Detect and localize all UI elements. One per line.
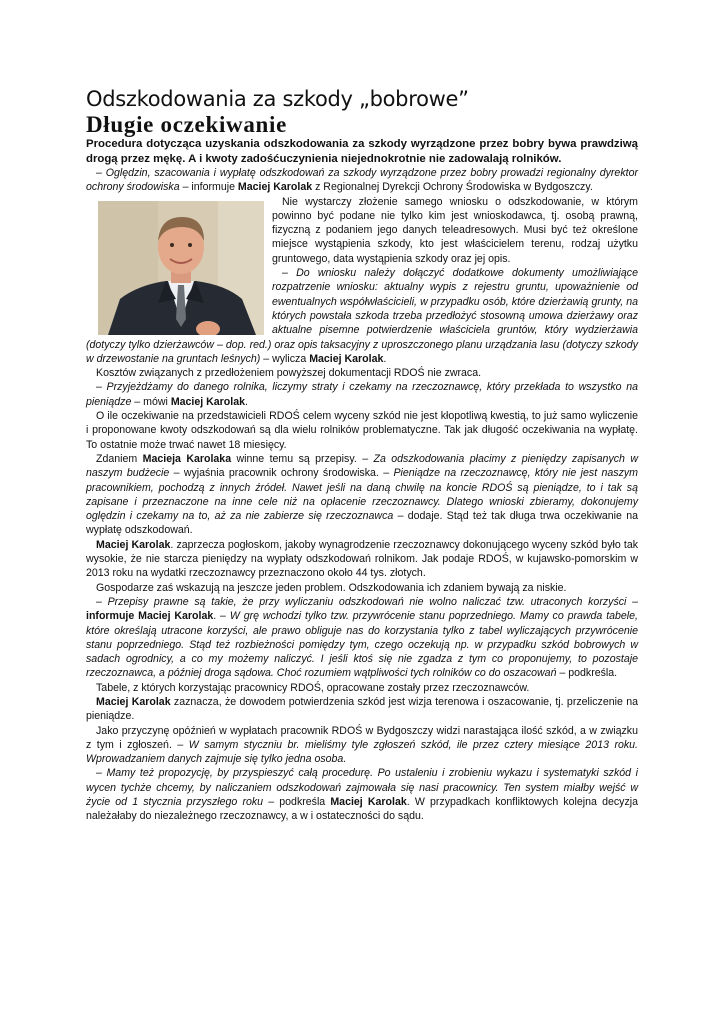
paragraph-8: Maciej Karolak. zaprzecza pogłoskom, jakoby wynagrodzenie rzeczoznawcy dokonującego wyceny szkód było tak wysokie, że nie starcza pieniędzy na wypłaty odszkodowań rolnikom. Jak podaje RDOŚ, w kujawsko-pomorskim w 2013 roku na wydatki rzeczoznawcy przeznaczono około 44 tys. złotych. bbox=[86, 538, 639, 580]
paragraph-2: Nie wystarczy złożenie samego wniosku o odszkodowanie, w którym powinno być podane nie tylko kim jest wnioskodawca, tj. osobą prawną, fizyczną z podaniem jego danych teleadresowych. Musi być też określone miejsce wystąpienia szkody, kto jest właścicielem terenu, rodzaj użytku gruntowego, data wystąpienia szkody oraz jej opis. bbox=[86, 195, 638, 266]
paragraph-10: – Przepisy prawne są takie, że przy wyliczaniu odszkodowań nie wolno naliczać tzw. utraconych korzyści – informuje Maciej Karolak. – W grę wchodzi tylko tzw. przywrócenie stanu poprzedniego. Mamy co prawda tabele, które określają utracone korzyści, ale prawo obliguje nas do korzystania tylko z tabel wyliczających przywrócenie stanu poprzedniego. Stąd też rozbieżności pomiędzy tym, czego oczekują np. w przypadku szkód bobrowych w sadach ogrodnicy, a co my możemy naliczyć. I jeśli ktoś się nie zgadza z tym co proponujemy, to pozostaje rzeczoznawca, a później droga sądowa. Choć rozumiem wątpliwości tych rolników co do oszacowań – podkreśla. bbox=[86, 595, 638, 680]
paragraph-7: Zdaniem Macieja Karolaka winne temu są przepisy. – Za odszkodowania płacimy z pieniędzy zapisanych w naszym budżecie – wyjaśnia pracownik ochrony środowiska. – Pieniądze na rzeczoznawcę, który nie jest naszym pracownikiem, pochodzą z innych źródeł. Nawet jeśli na daną chwilę na koncie RDOŚ są pieniądze, to i tak są zapisane i przeznaczone na inne cele niż na opłacenie rzeczoznawcy. Dlatego wnioski zbieramy, dokonujemy oględzin i czekamy na to, aż za nie zabierze się rzeczoznawca – dodaje. Stąd też tak długa trwa oczekiwanie na wypłatę odszkodowań. bbox=[86, 452, 639, 537]
paragraph-9: Gospodarze zaś wskazują na jeszcze jeden problem. Odszkodowania ich zdaniem bywają za niskie. bbox=[96, 581, 567, 594]
article-headline: Długie oczekiwanie bbox=[86, 112, 288, 137]
portrait-illustration bbox=[98, 201, 264, 335]
article-lead: Procedura dotycząca uzyskania odszkodowania za szkody wyrządzone przez bobry bywa prawdziwą drogą przez mękę. A i kwoty zadośćuczynienia niejednokrotnie nie zadowalają rolników. bbox=[86, 138, 638, 165]
paragraph-5: – Przyjeżdżamy do danego rolnika, liczymy straty i czekamy na rzeczoznawcę, który przekłada to wszystko na pieniądze – mówi Maciej Karolak. bbox=[86, 381, 638, 408]
portrait-photo bbox=[98, 201, 264, 335]
paragraph-1: – Oględzin, szacowania i wypłatę odszkodowań za szkody wyrządzone przez bobry prowadzi regionalny dyrektor ochrony środowiska – informuje Maciej Karolak z Regionalnej Dyrekcji Ochrony Środowiska w Bydgoszczy. bbox=[86, 167, 638, 194]
paragraph-3: – Do wniosku należy dołączyć dodatkowe dokumenty umożliwiające rozpatrzenie wniosku: aktualny wypis z rejestru gruntu, upoważnienie od ewentualnych współwłaścicieli, w przypadku osób, które dzierżawią grunty, na których powstała szkoda trzeba przedłożyć stosowną umowa dzierżawy oraz aktualne pisemne potwierdzenie właściciela gruntów, który wydzierżawia (dotyczy tylko dzierżawców – dop. red.) oraz opis taksacyjny z uproszczonego planu urządzania lasu (dotyczy szkody w drzewostanie na gruntach leśnych) – wylicza Maciej Karolak. bbox=[86, 267, 638, 365]
article bbox=[86, 86, 638, 824]
paragraph-14: – Mamy też propozycję, by przyspieszyć całą procedurę. Po ustaleniu i zrobieniu wykazu i systematyki szkód i wycen tychże chcemy, by naliczaniem odszkodowań zajmowała się nasi pracownicy. Ten system miałby wejść w życie od 1 stycznia przyszłego roku – podkreśla Maciej Karolak. W przypadkach konfliktowych kolejna decyzja należałaby do niezależnego rzeczoznawcy, a w i ostateczności do sądu. bbox=[86, 767, 639, 823]
paragraph-4: Kosztów związanych z przedłożeniem powyższej dokumentacji RDOŚ nie zwraca. bbox=[96, 367, 482, 380]
paragraph-12: Maciej Karolak zaznacza, że dowodem potwierdzenia szkód jest wizja terenowa i oszacowanie, tj. przeliczenie na pieniądze. bbox=[86, 695, 638, 723]
paragraph-6: O ile oczekiwanie na przedstawicieli RDOŚ celem wyceny szkód nie jest kłopotliwą kwestią, to już samo wyliczenie i proponowane kwoty odszkodowań są dla wielu rolników problematyczne. Tak jak długość oczekiwania na wypłatę. To ostatnie może trwać nawet 18 miesięcy. bbox=[86, 410, 638, 451]
article-kicker: Odszkodowania za szkody „bobrowe” bbox=[86, 87, 469, 111]
paragraph-11: Tabele, z których korzystając pracownicy RDOŚ, opracowane zostały przez rzeczoznawców. bbox=[96, 681, 530, 694]
paragraph-13: Jako przyczynę opóźnień w wypłatach pracownik RDOŚ w Bydgoszczy widzi narastająca ilość szkód, a w związku z tym i zgłoszeń. – W samym styczniu br. mieliśmy tyle zgłoszeń szkód, ile przez cztery miesiące 2013 roku. Wprowadzaniem danych zajmuje się tylko jedna osoba. bbox=[86, 724, 638, 766]
